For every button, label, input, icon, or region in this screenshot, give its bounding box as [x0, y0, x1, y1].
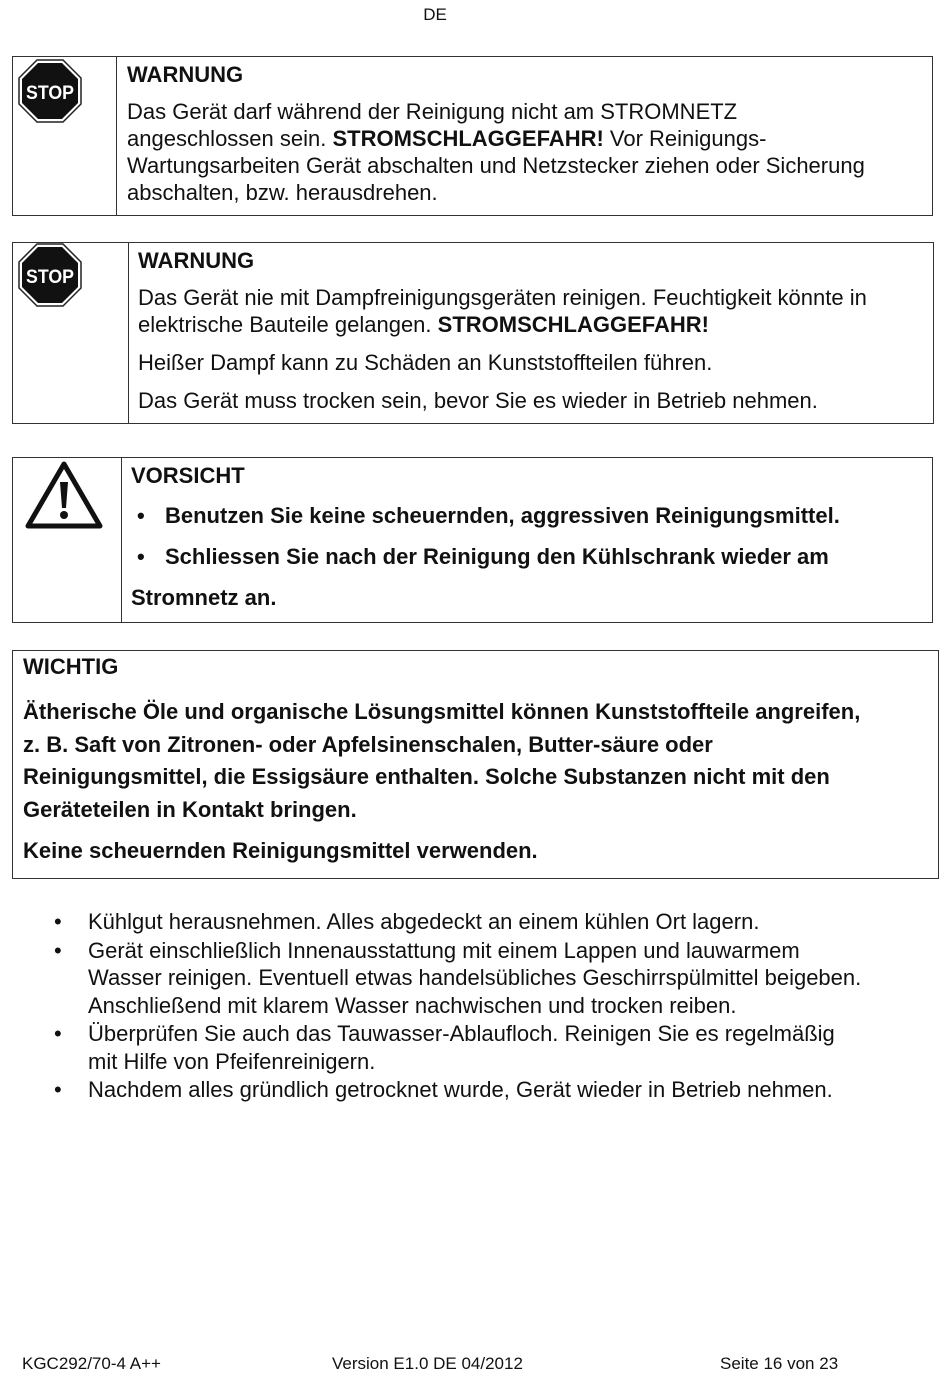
text-span: angeschlossen sein.	[127, 126, 333, 151]
warning-line: Wartungsarbeiten Gerät abschalten und Netzstecker ziehen oder Sicherung	[127, 153, 865, 178]
warning-content	[117, 57, 932, 215]
important-note: Keine scheuernden Reinigungsmittel verwenden.	[23, 838, 538, 863]
caution-box	[12, 457, 933, 623]
list-item	[131, 502, 922, 529]
danger-text: STROMSCHLAGGEFAHR!	[437, 312, 709, 337]
warning-box-1	[12, 56, 933, 216]
warning-line: Das Gerät nie mit Dampfreinigungsgeräten reinigen. Feuchtigkeit könnte in	[138, 285, 867, 310]
warning-line: Heißer Dampf kann zu Schäden an Kunststoffteilen führen.	[138, 350, 713, 375]
list-item-text: Anschließend mit klarem Wasser nachwischen und trocken reiben.	[88, 992, 737, 1018]
icon-cell	[13, 243, 129, 423]
list-item-text: mit Hilfe von Pfeifenreinigern.	[88, 1048, 376, 1074]
warning-line: Das Gerät muss trocken sein, bevor Sie es wieder in Betrieb nehmen.	[138, 388, 818, 413]
important-box	[12, 650, 939, 879]
warning-title: WARNUNG	[138, 248, 255, 273]
important-title: WICHTIG	[23, 654, 119, 679]
footer-model: KGC292/70-4 A++	[22, 1354, 161, 1373]
warning-line: abschalten, bzw. herausdrehen.	[127, 180, 438, 205]
caution-title: VORSICHT	[131, 463, 245, 488]
important-line: Ätherische Öle und organische Lösungsmittel können Kunststoffteile angreifen,	[23, 699, 861, 724]
list-item-text: Wasser reinigen. Eventuell etwas handelsübliches Geschirrspülmittel beigeben.	[88, 965, 862, 990]
bullet-icon: •	[54, 937, 62, 963]
warning-line	[138, 311, 923, 338]
list-item	[52, 908, 932, 936]
warning-content	[129, 243, 933, 423]
warning-box-2	[12, 242, 934, 424]
list-item	[52, 937, 932, 1020]
footer-page-number: Seite 16 von 23	[720, 1354, 839, 1373]
text-span: elektrische Bauteile gelangen.	[138, 312, 438, 337]
stop-sign-icon	[18, 243, 82, 307]
list-item-text: Schliessen Sie nach der Reinigung den Kühlschrank wieder am	[165, 544, 829, 569]
important-line: Geräteteilen in Kontakt bringen.	[23, 796, 357, 822]
list-item	[52, 1020, 932, 1075]
stop-sign-icon	[18, 59, 82, 123]
list-item	[52, 1076, 932, 1104]
warning-title: WARNUNG	[127, 62, 244, 87]
danger-text: STROMSCHLAGGEFAHR!	[332, 126, 604, 151]
stop-sign-text: STOP	[26, 83, 75, 104]
bullet-icon: •	[54, 909, 62, 934]
warning-triangle-icon	[23, 458, 105, 530]
footer-version: Version E1.0 DE 04/2012	[332, 1354, 523, 1373]
page-language-label: DE	[423, 5, 447, 24]
cleaning-steps-list	[52, 908, 932, 1105]
bullet-icon: •	[137, 544, 145, 569]
text-span: Vor Reinigungs-	[603, 126, 767, 151]
list-item-text: Kühlgut herausnehmen. Alles abgedeckt an einem kühlen Ort lagern.	[88, 909, 760, 934]
important-text	[23, 696, 928, 826]
bullet-icon: •	[54, 1077, 62, 1102]
warning-line: Das Gerät darf während der Reinigung nicht am STROMNETZ	[127, 99, 738, 124]
list-item-text: Benutzen Sie keine scheuernden, aggressiven Reinigungsmittel.	[165, 503, 840, 528]
stop-sign-text: STOP	[26, 267, 75, 288]
list-item-continuation: Stromnetz an.	[131, 585, 277, 610]
list-item	[131, 543, 922, 570]
icon-cell	[13, 57, 117, 215]
bullet-icon: •	[137, 503, 145, 528]
important-line: Reinigungsmittel, die Essigsäure enthalten. Solche Substanzen nicht mit den	[23, 764, 830, 789]
bullet-icon: •	[54, 1021, 62, 1046]
list-item-text: Gerät einschließlich Innenausstattung mit einem Lappen und lauwarmem	[88, 937, 800, 963]
warning-line	[127, 125, 922, 152]
important-line: z. B. Saft von Zitronen- oder Apfelsinenschalen, Butter-säure oder	[23, 731, 713, 757]
icon-cell	[13, 458, 122, 622]
list-item-text: Nachdem alles gründlich getrocknet wurde, Gerät wieder in Betrieb nehmen.	[88, 1077, 833, 1102]
caution-content	[122, 458, 932, 622]
list-item-text: Überprüfen Sie auch das Tauwasser-Ablaufloch. Reinigen Sie es regelmäßig	[88, 1021, 835, 1046]
